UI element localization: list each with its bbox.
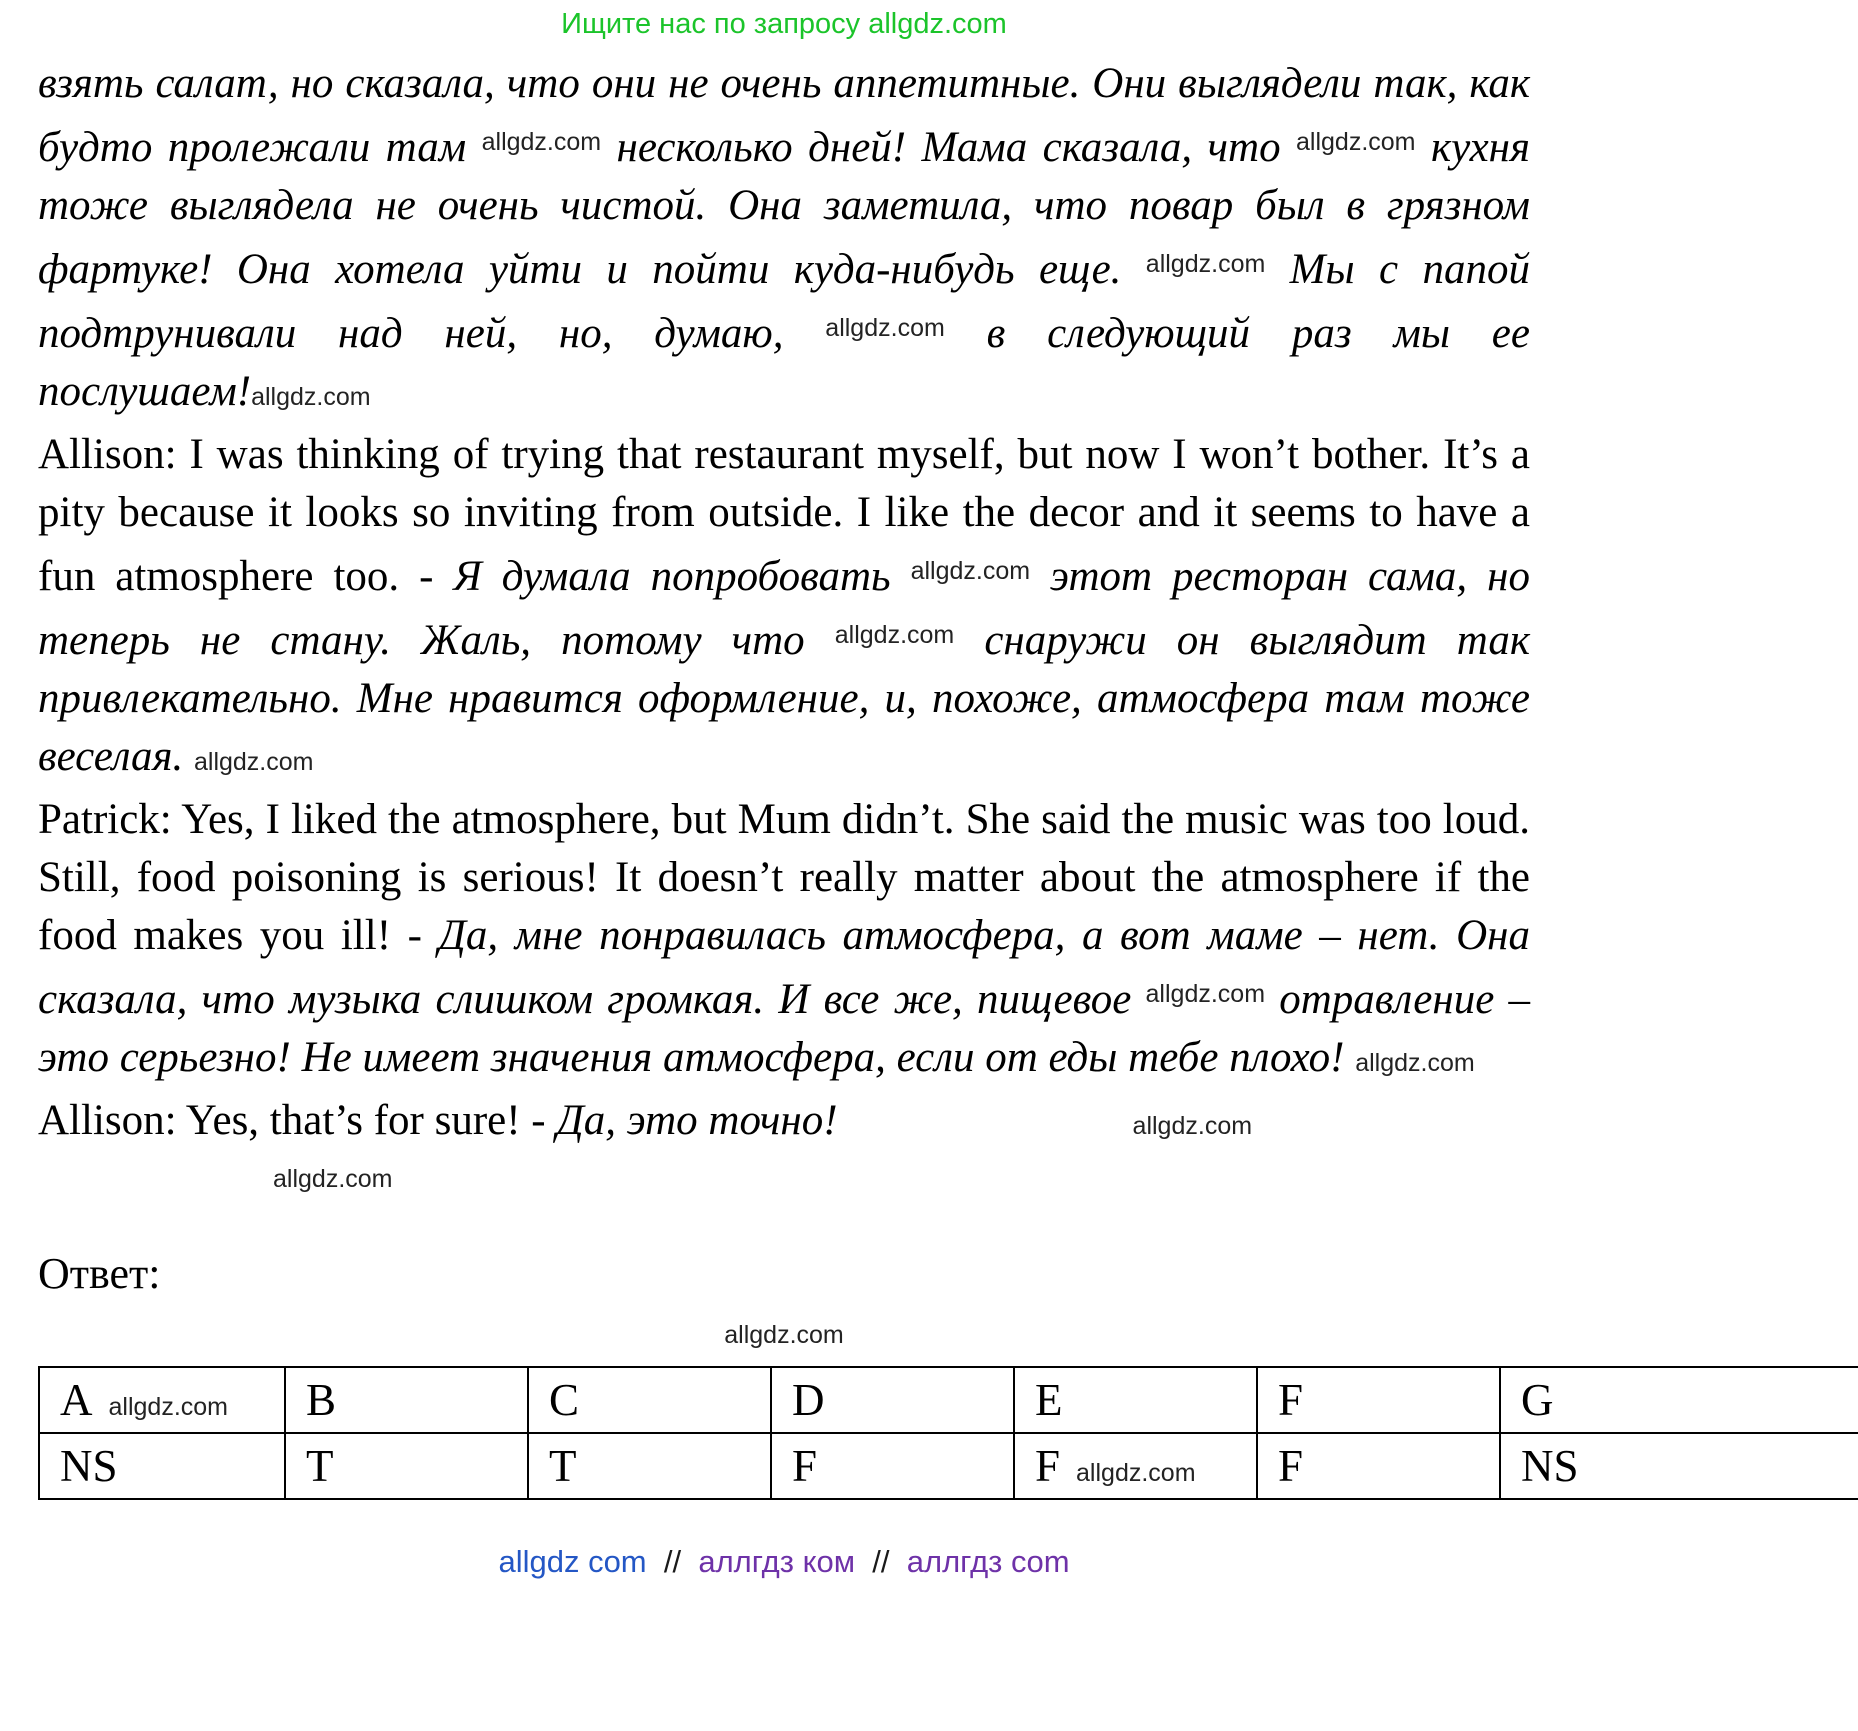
russian-text-segment: несколько дней! Мама сказала, что (601, 124, 1297, 171)
dialogue-paragraph (38, 426, 1530, 791)
inline-watermark: allgdz.com (910, 557, 1031, 585)
inline-watermark: allgdz.com (825, 314, 945, 342)
answer-table-body (39, 1367, 1858, 1499)
column-letter: A (60, 1375, 93, 1425)
english-text-segment: Patrick: Yes, I liked the atmosphere, but Mum didn’t. She said the music was too loud. Still, food poisoning is serious! It doesn’t really matter about the atmosphere if the food makes you ill! - (38, 796, 1530, 959)
russian-text-segment: снаружи он выглядит так привлекательно. Мне нравится оформление, и, похоже, атмосфера там тоже веселая. (38, 617, 1530, 780)
column-letter: C (549, 1375, 580, 1425)
table-header-cell (1500, 1367, 1858, 1433)
answer-value: NS (1521, 1441, 1579, 1491)
inline-watermark: allgdz.com (1145, 980, 1266, 1008)
russian-text-segment: Да, это точно! (556, 1097, 838, 1144)
table-header-cell (528, 1367, 771, 1433)
table-value-row (39, 1433, 1858, 1499)
russian-text-segment: Да, мне понравилась атмосфера, а вот маме – нет. Она сказала, что музыка слишком громкая. И все же, пищевое (38, 912, 1530, 1023)
answer-table (38, 1366, 1858, 1500)
watermark-above-table: allgdz.com (724, 1321, 844, 1349)
column-letter: E (1035, 1375, 1063, 1425)
russian-text-segment: отравление – это серьезно! Не имеет значения атмосфера, если от еды тебе плохо! (38, 976, 1530, 1081)
answer-value: T (549, 1441, 577, 1491)
footer-segment: // (646, 1544, 699, 1579)
dialogue-paragraph (38, 1092, 1530, 1155)
russian-text-segment: кухня тоже выглядела не очень чистой. Она заметила, что повар был в грязном фартуке! Она хотела уйти и пойти куда-нибудь еще. (38, 124, 1530, 293)
inline-watermark: allgdz.com (481, 128, 602, 156)
column-letter: F (1278, 1375, 1304, 1425)
russian-text-segment: взять салат, но сказала, что они не очень аппетитные. Они выглядели так, как будто пролежали там (38, 60, 1530, 171)
answer-label: Ответ: (38, 1249, 161, 1298)
table-value-cell (285, 1433, 528, 1499)
english-text-segment: Allison: I was thinking of trying that restaurant myself, but now I won’t bother. It’s a pity because it looks so inviting from outside. I like the decor and it seems to have a fun atmosphere too. - (38, 431, 1530, 600)
footer-segment: аллгдз ком (698, 1544, 856, 1579)
inline-watermark: allgdz.com (834, 621, 955, 649)
table-header-cell (771, 1367, 1014, 1433)
dialogue-paragraph (38, 55, 1530, 426)
inline-watermark: allgdz.com (251, 383, 371, 411)
answer-value: T (306, 1441, 334, 1491)
watermark-below-dialogue: allgdz.com (273, 1165, 393, 1193)
inline-watermark: allgdz.com (1296, 128, 1416, 156)
column-letter: G (1521, 1375, 1554, 1425)
inline-watermark: allgdz.com (193, 748, 314, 776)
dialogue-paragraph (38, 791, 1530, 1092)
table-value-cell (1014, 1433, 1257, 1499)
russian-text-segment: Я думала попробовать (453, 553, 911, 600)
russian-text-segment: Мы с папой подтрунивали над ней, но, думаю, (38, 246, 1530, 357)
footer-segment: аллгдз com (906, 1544, 1070, 1579)
answer-value: F (1035, 1441, 1061, 1491)
cell-watermark: allgdz.com (1076, 1459, 1196, 1487)
footer-segment: allgdz com (498, 1544, 647, 1579)
inline-watermark: allgdz.com (1355, 1049, 1475, 1077)
answer-value: F (1278, 1441, 1304, 1491)
table-value-cell (771, 1433, 1014, 1499)
english-text-segment: Allison: Yes, that’s for sure! - (38, 1097, 557, 1144)
dialogue-content (38, 55, 1530, 1155)
table-value-cell (39, 1433, 285, 1499)
table-value-cell (528, 1433, 771, 1499)
table-value-cell (1257, 1433, 1500, 1499)
table-header-cell (1257, 1367, 1500, 1433)
russian-text-segment: в следующий раз мы ее послушаем! (38, 310, 1530, 415)
answer-value: F (792, 1441, 818, 1491)
column-letter: D (792, 1375, 825, 1425)
footer-watermark-links (38, 1544, 1530, 1580)
column-letter: B (306, 1375, 337, 1425)
table-header-cell (1014, 1367, 1257, 1433)
table-value-cell (1500, 1433, 1858, 1499)
footer-segment: // (855, 1544, 907, 1579)
table-header-cell (285, 1367, 528, 1433)
answer-value: NS (60, 1441, 118, 1491)
inline-watermark: allgdz.com (1132, 1112, 1253, 1140)
table-header-cell (39, 1367, 285, 1433)
table-header-row (39, 1367, 1858, 1433)
cell-watermark: allgdz.com (108, 1393, 228, 1421)
header-watermark: Ищите нас по запросу allgdz.com (561, 8, 1007, 40)
russian-text-segment: этот ресторан сама, но теперь не стану. Жаль, потому что (38, 553, 1530, 664)
inline-watermark: allgdz.com (1145, 250, 1266, 278)
